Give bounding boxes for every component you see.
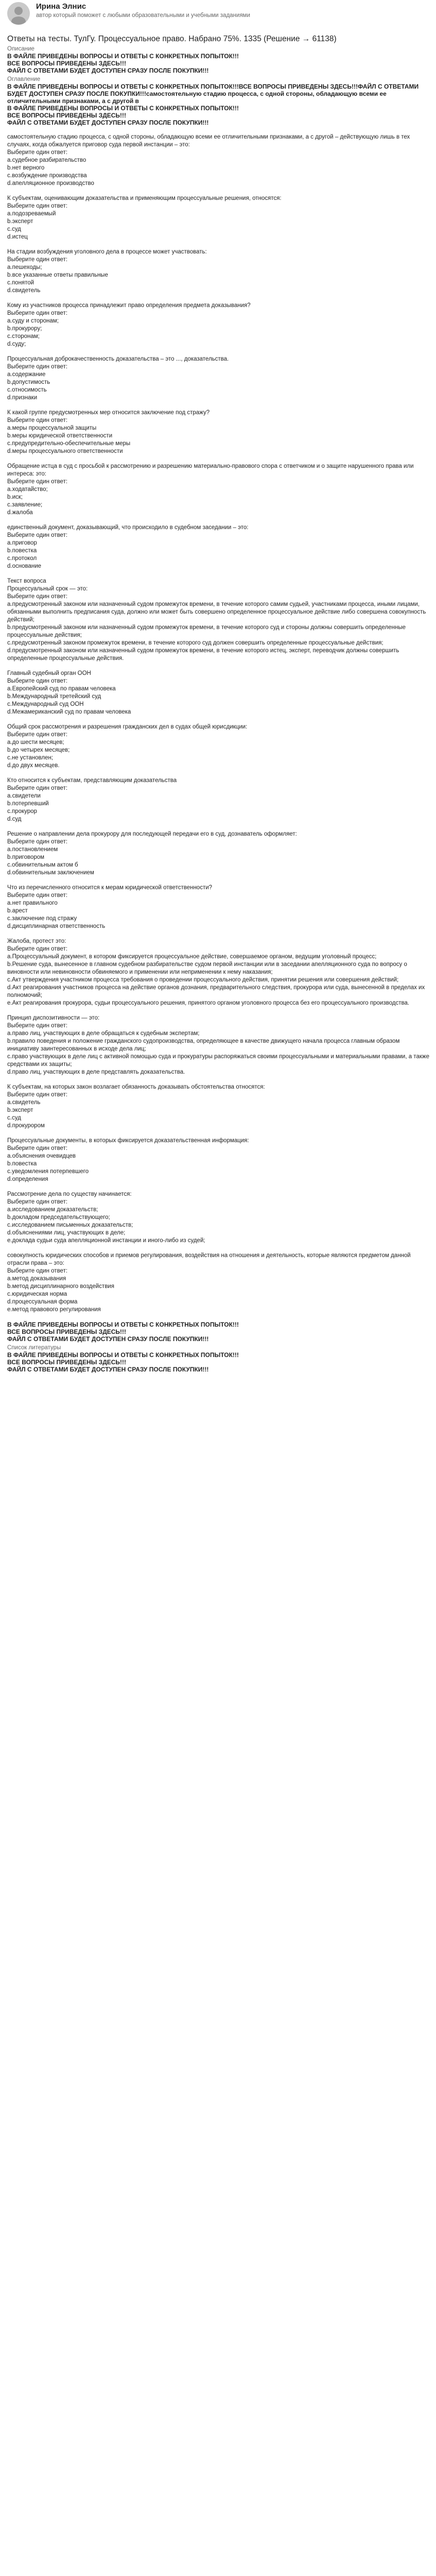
answer-option: d.до двух месяцев. <box>7 762 60 769</box>
answer-option: a.содержание <box>7 371 46 378</box>
question-block <box>7 1252 429 1314</box>
answer-option: d.Акт реагирования участников процесса на действие органов дознания, предварительного следствия, прокурора или суда, вынесенной в пределах их полномочий; <box>7 985 425 998</box>
answer-option: d.истец <box>7 234 28 240</box>
author-info <box>36 2 429 19</box>
answer-option: b.нет верного <box>7 165 45 171</box>
answer-option: b.Международный третейский суд <box>7 693 101 700</box>
choose-prompt: Выберите один ответ: <box>7 203 68 209</box>
question-text: Главный судебный орган ООН <box>7 670 91 676</box>
answer-option: a.приговор <box>7 540 37 546</box>
literature-line: ФАЙЛ С ОТВЕТАМИ БУДЕТ ДОСТУПЕН СРАЗУ ПОСЛЕ ПОКУПКИ!!! <box>7 1366 209 1373</box>
description-line: В ФАЙЛЕ ПРИВЕДЕНЫ ВОПРОСЫ И ОТВЕТЫ С КОНКРЕТНЫХ ПОПЫТОК!!! <box>7 53 239 60</box>
footer-repeat-block <box>7 1321 429 1343</box>
answer-option: b.правило поведения и положение гражданского судопроизводства, определяющее в качестве движущего начала процесса главным образом инициативу заинтересованных в исходе дела лиц; <box>7 1038 400 1052</box>
choose-prompt: Выберите один ответ: <box>7 1092 68 1098</box>
answer-option: b.докладом председательствующего; <box>7 1214 110 1221</box>
author-name[interactable]: Ирина Элнис <box>36 2 86 11</box>
contents-label: Оглавление <box>7 76 41 82</box>
answer-option: d.свидетель <box>7 287 41 294</box>
answer-option: b.предусмотренный законом или назначенный судом промежуток времени, в течение которого суд и стороны должны совершить определенные процессуальные действия; <box>7 624 406 638</box>
answer-option: c.предусмотренный законом промежуток времени, в течение которого суд должен совершить определенные процессуальные действия; <box>7 640 383 646</box>
answer-option: b.эксперт <box>7 218 33 225</box>
answer-option: b.приговором <box>7 854 45 860</box>
contents-line: В ФАЙЛЕ ПРИВЕДЕНЫ ВОПРОСЫ И ОТВЕТЫ С КОНКРЕТНЫХ ПОПЫТОК!!! <box>7 105 239 112</box>
question-block <box>7 1137 429 1183</box>
answer-option: d.суду; <box>7 341 26 347</box>
answer-option: c.предупредительно-обеспечительные меры <box>7 440 131 447</box>
answer-option: d.основание <box>7 563 42 569</box>
question-text: Текст вопроса <box>7 578 46 584</box>
literature-block <box>7 1351 429 1373</box>
author-card[interactable] <box>7 0 429 32</box>
answer-option: c.исследованием письменных доказательств; <box>7 1222 133 1228</box>
question-text: Общий срок рассмотрения и разрешения гражданских дел в судах общей юрисдикции: <box>7 724 248 730</box>
choose-prompt: Выберите один ответ: <box>7 892 68 899</box>
answer-option: c.юридическая норма <box>7 1291 67 1297</box>
answer-option: c.понятой <box>7 280 34 286</box>
description-line: ВСЕ ВОПРОСЫ ПРИВЕДЕНЫ ЗДЕСЬ!!! <box>7 60 127 67</box>
answer-option: d.процессуальная форма <box>7 1299 78 1305</box>
answer-option: d.определения <box>7 1176 48 1182</box>
footer-line: В ФАЙЛЕ ПРИВЕДЕНЫ ВОПРОСЫ И ОТВЕТЫ С КОНКРЕТНЫХ ПОПЫТОК!!! <box>7 1321 239 1328</box>
contents-header: В ФАЙЛЕ ПРИВЕДЕНЫ ВОПРОСЫ И ОТВЕТЫ С КОНКРЕТНЫХ ПОПЫТОК!!!ВСЕ ВОПРОСЫ ПРИВЕДЕНЫ ЗДЕСЬ!!!ФАЙЛ С ОТВЕТАМИ БУДЕТ ДОСТУПЕН СРАЗУ ПОСЛЕ ПОКУПКИ!!!самостоятельную стадию процесса, с одной стороны, обладающую всеми ее отличительными признаками, а с другой в <box>7 83 419 105</box>
question-block <box>7 133 429 188</box>
answer-option: d.объяснениями лиц, участвующих в деле; <box>7 1230 126 1236</box>
answer-option: c.суд <box>7 1115 21 1121</box>
choose-prompt: Выберите один ответ: <box>7 479 68 485</box>
answer-option: a.подозреваемый <box>7 211 56 217</box>
choose-prompt: Выберите один ответ: <box>7 785 68 791</box>
answer-option: a.метод доказывания <box>7 1276 66 1282</box>
answer-option: e.метод правового регулирования <box>7 1307 101 1313</box>
answer-option: a.судебное разбирательство <box>7 157 86 163</box>
answer-option: b.меры юридической ответственности <box>7 433 113 439</box>
answer-option: a.нет правильного <box>7 900 58 906</box>
answer-option: c.заключение под стражу <box>7 916 77 922</box>
answer-option: c.обвинительным актом б <box>7 862 78 868</box>
answer-option: d.жалоба <box>7 510 33 516</box>
answer-option: a.исследованием доказательств; <box>7 1207 98 1213</box>
choose-prompt: Выберите один ответ: <box>7 1268 68 1274</box>
answer-option: a.объяснения очевидцев <box>7 1153 76 1159</box>
question-block <box>7 1014 429 1076</box>
answer-option: c.сторонам; <box>7 333 40 340</box>
choose-prompt: Выберите один ответ: <box>7 732 68 738</box>
question-text: единственный документ, доказывающий, что происходило в судебном заседании – это: <box>7 524 249 531</box>
choose-prompt: Выберите один ответ: <box>7 594 68 600</box>
footer-line: ФАЙЛ С ОТВЕТАМИ БУДЕТ ДОСТУПЕН СРАЗУ ПОСЛЕ ПОКУПКИ!!! <box>7 1335 209 1343</box>
question-block <box>7 578 429 663</box>
answer-option: a.ходатайство; <box>7 486 48 493</box>
choose-prompt: Выберите один ответ: <box>7 946 68 952</box>
question-text: Процессуальная доброкачественность доказательства – это ..., доказательства. <box>7 356 229 362</box>
answer-option: b.прокурору; <box>7 326 42 332</box>
answer-option: d.дисциплинарная ответственность <box>7 923 106 929</box>
page-title: Ответы на тесты. ТулГу. Процессуальное право. Набрано 75%. 1335 (Решение → 61138) <box>7 35 337 43</box>
answer-option: c.прокурор <box>7 808 37 815</box>
question-block <box>7 938 429 1007</box>
question-text: совокупность юридических способов и приемов регулирования, воздействия на отношения и деятельность, которые являются предметом данной отрасли права – это: <box>7 1252 411 1266</box>
answer-option: a.постановлением <box>7 846 58 853</box>
answer-option: Процессуальный срок — это: <box>7 586 88 592</box>
answer-option: a.Европейский суд по правам человека <box>7 686 116 692</box>
contents-line: ФАЙЛ С ОТВЕТАМИ БУДЕТ ДОСТУПЕН СРАЗУ ПОСЛЕ ПОКУПКИ!!! <box>7 119 209 126</box>
answer-option: a.до шести месяцев; <box>7 739 64 745</box>
answer-option: c.относимость <box>7 387 47 393</box>
answer-option: d.апелляционное производство <box>7 180 94 187</box>
user-icon <box>7 2 30 25</box>
literature-line: ВСЕ ВОПРОСЫ ПРИВЕДЕНЫ ЗДЕСЬ!!! <box>7 1359 127 1366</box>
question-text: Рассмотрение дела по существу начинается: <box>7 1191 132 1197</box>
contents-repeat-block <box>7 105 429 126</box>
answer-option: d.Межамериканский суд по правам человека <box>7 709 131 715</box>
footer-line: ВСЕ ВОПРОСЫ ПРИВЕДЕНЫ ЗДЕСЬ!!! <box>7 1328 127 1335</box>
contents-line: ВСЕ ВОПРОСЫ ПРИВЕДЕНЫ ЗДЕСЬ!!! <box>7 112 127 119</box>
answer-option: c.заявление; <box>7 502 43 508</box>
answer-option: b.до четырех месяцев; <box>7 747 70 753</box>
question-text: Кому из участников процесса принадлежит право определения предмета доказывания? <box>7 302 251 309</box>
choose-prompt: Выберите один ответ: <box>7 364 68 370</box>
question-block <box>7 355 429 402</box>
question-text: Обращение истца в суд с просьбой к рассмотрению и разрешению материально-правового спора с ответчиком и о защите нарушенного права или интереса: это: <box>7 463 414 477</box>
answer-option: e.доклада судьи суда апелляционной инстанции и иного-либо из судей; <box>7 1238 205 1244</box>
choose-prompt: Выберите один ответ: <box>7 678 68 684</box>
answer-option: d.прокурором <box>7 1123 45 1129</box>
question-text: К какой группе предусмотренных мер относится заключение под стражу? <box>7 410 210 416</box>
answer-option: a.право лиц, участвующих в деле обращаться к судебным экспертам; <box>7 1030 200 1037</box>
question-block <box>7 195 429 241</box>
question-block <box>7 302 429 348</box>
question-block <box>7 831 429 877</box>
answer-option: c.Акт утверждения участником процесса требования о проведении процессуального действия, принятии решения или совершения действий; <box>7 977 399 983</box>
answer-option: c.суд <box>7 226 21 232</box>
answer-option: d.обвинительным заключением <box>7 870 94 876</box>
answer-option: c.протокол <box>7 555 37 562</box>
question-block <box>7 777 429 823</box>
choose-prompt: Выберите один ответ: <box>7 417 68 423</box>
answer-option: d.меры процессуального ответственности <box>7 448 123 454</box>
answer-option: a.свидетели <box>7 793 41 799</box>
answer-option: b.иск; <box>7 494 23 500</box>
question-text: На стадии возбуждения уголовного дела в процессе может участвовать: <box>7 249 207 255</box>
answer-option: d.суд <box>7 816 22 822</box>
question-text: самостоятельную стадию процесса, с одной стороны, обладающую всеми ее отличительными признаками, а с другой – действующую лишь в тех случаях, когда обжалуется приговор суда первой инстанции – это: <box>7 134 410 148</box>
question-text: Жалоба, протест это: <box>7 938 66 944</box>
question-block <box>7 1191 429 1245</box>
description-label: Описание <box>7 46 34 52</box>
question-text: Что из перечисленного относится к мерам юридической ответственности? <box>7 885 213 891</box>
choose-prompt: Выберите один ответ: <box>7 1199 68 1205</box>
question-text: К субъектам, на которых закон возлагает обязанность доказывать обстоятельства относятся: <box>7 1084 265 1090</box>
question-block <box>7 409 429 455</box>
description-block <box>7 53 429 74</box>
description-line: ФАЙЛ С ОТВЕТАМИ БУДЕТ ДОСТУПЕН СРАЗУ ПОСЛЕ ПОКУПКИ!!! <box>7 67 209 74</box>
choose-prompt: Выберите один ответ: <box>7 149 68 156</box>
answer-option: b.повестка <box>7 548 37 554</box>
answer-option: b.допустимость <box>7 379 50 385</box>
answer-option: c.Международный суд ООН <box>7 701 84 707</box>
author-description: автор который поможет с любыми образовательными и учебными заданиями <box>36 12 250 19</box>
question-block <box>7 463 429 517</box>
question-block <box>7 670 429 716</box>
choose-prompt: Выберите один ответ: <box>7 1145 68 1151</box>
answer-option: b.арест <box>7 908 28 914</box>
choose-prompt: Выберите один ответ: <box>7 1023 68 1029</box>
answer-option: c.право участвующих в деле лиц с активной помощью суда и прокуратуры распоряжаться своими процессуальными и материальными правами, а также средствами их защиты; <box>7 1054 429 1067</box>
question-text: Принцип диспозитивности — это: <box>7 1015 100 1021</box>
answer-option: b.потерпевший <box>7 801 49 807</box>
answer-option: a.свидетель <box>7 1099 41 1106</box>
question-text: Кто относится к субъектам, представляющим доказательства <box>7 777 177 784</box>
choose-prompt: Выберите один ответ: <box>7 532 68 538</box>
answer-option: b.все указанные ответы правильные <box>7 272 108 278</box>
answer-option: b.повестка <box>7 1161 37 1167</box>
answer-option: d.признаки <box>7 395 38 401</box>
answer-option: d.право лиц, участвующих в деле представлять доказательства. <box>7 1069 185 1075</box>
choose-prompt: Выберите один ответ: <box>7 310 68 316</box>
literature-label: Список литературы <box>7 1345 61 1351</box>
answer-option: c.возбуждение производства <box>7 173 87 179</box>
answer-option: b.эксперт <box>7 1107 33 1113</box>
question-block <box>7 884 429 930</box>
answer-option: d.предусмотренный законом или назначенный судом промежуток времени, в течение которого истец, эксперт, переводчик должны совершить определенные процессуальные действия. <box>7 648 399 662</box>
choose-prompt: Выберите один ответ: <box>7 839 68 845</box>
answer-option: b.Решение суда, вынесенное в главном судебном разбирательстве судом первой инстанции или в заседании апелляционного суда по вопросу о виновности или невиновности обвиняемого и применении или неприменении к нему наказания; <box>7 961 407 975</box>
answer-option: a.предусмотренный законом или назначенный судом промежуток времени, в течение которого самим судьей, участниками процесса, иными лицами, обязанными выполнить предписания суда, должно или может быть совершено определенное процессуальное действие либо совершена совокупность действий; <box>7 601 426 623</box>
questions-list <box>7 133 429 1321</box>
answer-option: a.меры процессуальной защиты <box>7 425 97 431</box>
answer-option: c.уведомления потерпевшего <box>7 1168 89 1175</box>
question-block <box>7 524 429 570</box>
question-block <box>7 248 429 295</box>
choose-prompt: Выберите один ответ: <box>7 257 68 263</box>
answer-option: c.не установлен; <box>7 755 54 761</box>
answer-option: a.пешеходы; <box>7 264 42 270</box>
question-text: К субъектам, оценивающим доказательства и применяющим процессуальные решения, относятся: <box>7 195 282 201</box>
question-block <box>7 723 429 770</box>
answer-option: e.Акт реагирования прокурора, судьи процессуального решения, принятого органом уголовного процесса без его процессуального производства. <box>7 1000 410 1006</box>
literature-line: В ФАЙЛЕ ПРИВЕДЕНЫ ВОПРОСЫ И ОТВЕТЫ С КОНКРЕТНЫХ ПОПЫТОК!!! <box>7 1351 239 1359</box>
question-text: Процессуальные документы, в которых фиксируется доказательственная информация: <box>7 1138 249 1144</box>
question-text: Решение о направлении дела прокурору для последующей передачи его в суд, дознаватель оформляет: <box>7 831 297 837</box>
answer-option: a.Процессуальный документ, в котором фиксируется процессуальное действие, совершаемое органом, ведущим уголовный процесс; <box>7 954 377 960</box>
answer-option: a.суду и сторонам; <box>7 318 59 324</box>
question-block <box>7 1083 429 1130</box>
avatar[interactable] <box>7 2 30 25</box>
answer-option: b.метод дисциплинарного воздействия <box>7 1283 114 1290</box>
